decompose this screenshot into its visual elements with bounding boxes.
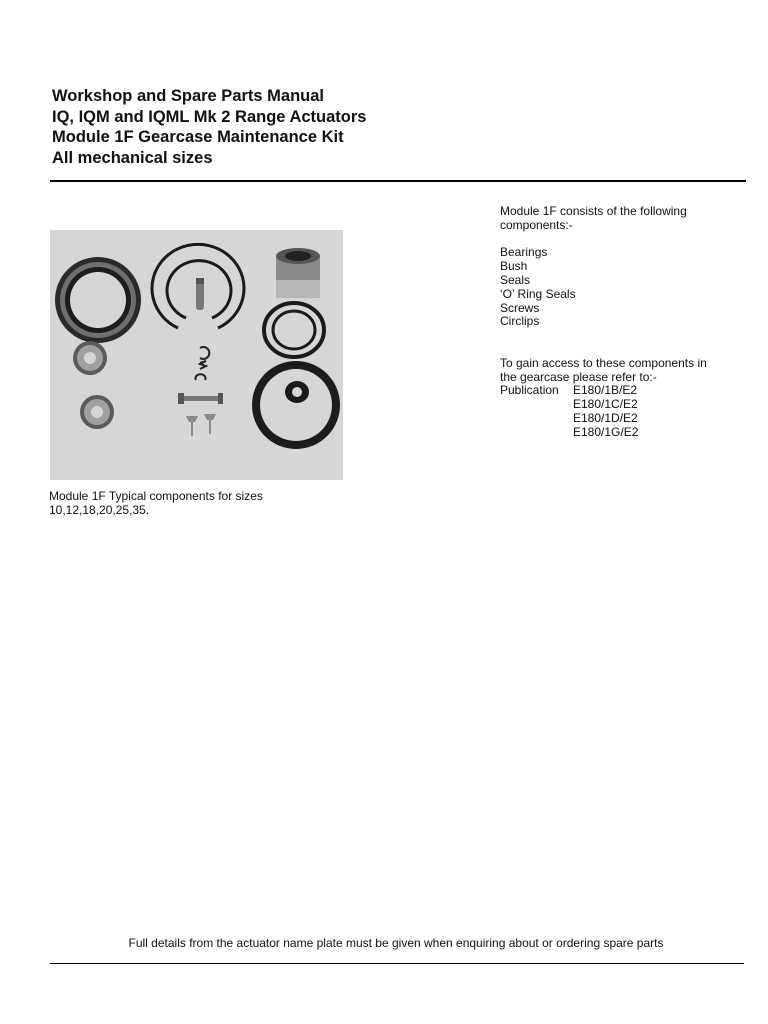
small-seal-icon: [285, 381, 309, 403]
components-photo: [50, 230, 343, 480]
publication-list: [500, 384, 740, 439]
footer-divider: [50, 963, 744, 964]
component-item: Circlips: [500, 314, 540, 329]
document-title: [52, 86, 366, 168]
publication-code: E180/1B/E2: [573, 383, 638, 398]
large-bearing-icon: [55, 257, 141, 343]
components-description: [500, 205, 740, 440]
component-item: Bearings: [500, 245, 548, 260]
components-intro-line: Module 1F consists of the following: [500, 204, 687, 218]
publication-label: Publication: [500, 383, 559, 398]
caption-line: Module 1F Typical components for sizes: [49, 489, 263, 503]
footer-note: Full details from the actuator name plate must be given when enquiring about or ordering spare parts: [128, 936, 664, 950]
bush-icon: [276, 248, 320, 298]
component-item: ‘O’ Ring Seals: [500, 286, 576, 301]
component-item: Bush: [500, 259, 528, 274]
figure-caption: [49, 489, 309, 517]
pin-icon: [196, 278, 204, 310]
title-line-3: Module 1F Gearcase Maintenance Kit: [52, 128, 344, 146]
large-seal-icon: [252, 361, 340, 449]
component-item: Seals: [500, 272, 531, 287]
component-item: Screws: [500, 300, 540, 315]
publication-code: E180/1D/E2: [573, 410, 638, 425]
components-intro-line: components:-: [500, 217, 573, 232]
components-photo-illustration: [50, 230, 343, 480]
title-line-2: IQ, IQM and IQML Mk 2 Range Actuators: [52, 107, 367, 126]
access-intro-line: the gearcase please refer to:-: [500, 369, 657, 384]
access-intro-line: To gain access to these components in: [500, 355, 707, 370]
header-divider: [50, 180, 746, 182]
caption-line: 10,12,18,20,25,35.: [49, 503, 150, 517]
title-line-1: Workshop and Spare Parts Manual: [52, 87, 325, 105]
publication-code: E180/1G/E2: [573, 424, 639, 439]
title-line-4: All mechanical sizes: [52, 148, 213, 167]
publication-code: E180/1C/E2: [573, 397, 638, 412]
